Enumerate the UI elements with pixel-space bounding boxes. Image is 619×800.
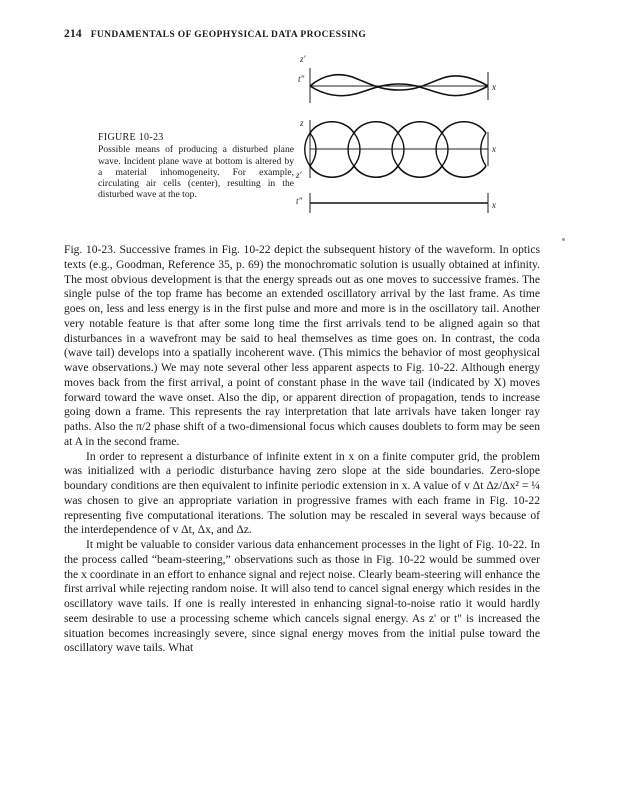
mid-x-label: x bbox=[492, 144, 496, 154]
top-t-label: t" bbox=[298, 74, 305, 84]
paragraph-2: In order to represent a disturbance of infinite extent in x on a finite computer grid, the problem was initialized with a periodic disturbance having zero slope at the side boundaries. Zero-slope boundary conditions are then equivalent to infinite periodic extension in x. A value of v Δt Δz/Δx² = ¼ was chosen to give an appropriate variation in progressive frames with each frame in Fig. 10-22 representing five computational iterations. The solution may be rescaled in several ways because of the interdependence of v Δt, Δx, and Δz. bbox=[64, 449, 540, 537]
middle-frame bbox=[295, 118, 496, 180]
paragraph-3: It might be valuable to consider various data enhancement processes in the light of Fig. 10-22. In the process called “beam-steering,” observations such as those in Fig. 10-22 would be summed over the x coordinate in an effort to enhance signal and reject noise. Clearly beam-steering will enhance the first arrival while rejecting random noise. It will also tend to cancel signal energy which resides in the oscillatory wave tails. If one is really interested in enhancing signal-to-noise ratio it would hardly seem desirable to use a processing scheme which cancels signal energy. As z' or t" is increased the situation becomes increasingly severe, since signal energy moves from the initial pulse toward the oscillatory wave tails. What bbox=[64, 538, 540, 655]
running-title: FUNDAMENTALS OF GEOPHYSICAL DATA PROCESSING bbox=[90, 30, 367, 40]
air-cell-curve-upper bbox=[310, 122, 486, 133]
bottom-t-label: t" bbox=[296, 196, 303, 206]
figure-caption-text: Possible means of producing a disturbed plane wave. Incident plane wave at bottom is altered by a material inhomogeneity. For example, circulating air cells (center), resulting in the disturbed wave at the top. bbox=[98, 144, 294, 201]
figure-label: FIGURE 10-23 bbox=[98, 132, 164, 143]
figure-caption bbox=[98, 132, 294, 201]
bottom-frame bbox=[296, 193, 496, 213]
paragraph-1: Fig. 10-23. Successive frames in Fig. 10-22 depict the subsequent history of the waveform. In optics texts (e.g., Goodman, Reference 35, p. 69) the monochromatic solution is usually obtained at infinity. The most obvious development is that the energy spreads out as one moves to successive frames. The single pulse of the top frame has become an extended oscillatory arrival by the last frame. As time goes on, less and less energy is in the first pulse and more and more is in the oscillatory tail. Another very notable feature is that after some long time the first arrivals tend to be aligned again so that disturbances in a wavefront may be said to heal themselves as time goes on. In contrast, the coda (wave tail) develops into a spatially incoherent wave. (This mimics the behavior of most geophysical wave observations.) We may note several other less apparent aspects to Fig. 10-22. Although energy moves back from the first arrival, a point of constant phase in the wave tail (indicated by X) moves forward toward the wave onset. Also the dip, or apparent direction of propagation, tends to increase going down a frame. This represents the ray interpretation that late arrivals have taken longer ray paths. Also the π/2 phase shift of a two-dimensional focus which causes doublets to form may be seen at A in the second frame. bbox=[64, 243, 540, 448]
top-x-label: x bbox=[492, 82, 496, 92]
top-frame bbox=[298, 54, 496, 103]
margin-speck bbox=[562, 238, 565, 241]
mid-z-label: z bbox=[300, 118, 304, 128]
figure-10-23 bbox=[276, 48, 536, 230]
top-z-label: z' bbox=[300, 54, 306, 64]
bottom-x-label: x bbox=[492, 200, 496, 210]
page-header bbox=[64, 28, 366, 40]
body-text bbox=[64, 243, 540, 656]
mid-z2-label: z' bbox=[296, 170, 302, 180]
page-number: 214 bbox=[64, 28, 82, 40]
air-cell-curve-lower bbox=[310, 166, 486, 177]
disturbed-wave-curve bbox=[310, 75, 488, 90]
